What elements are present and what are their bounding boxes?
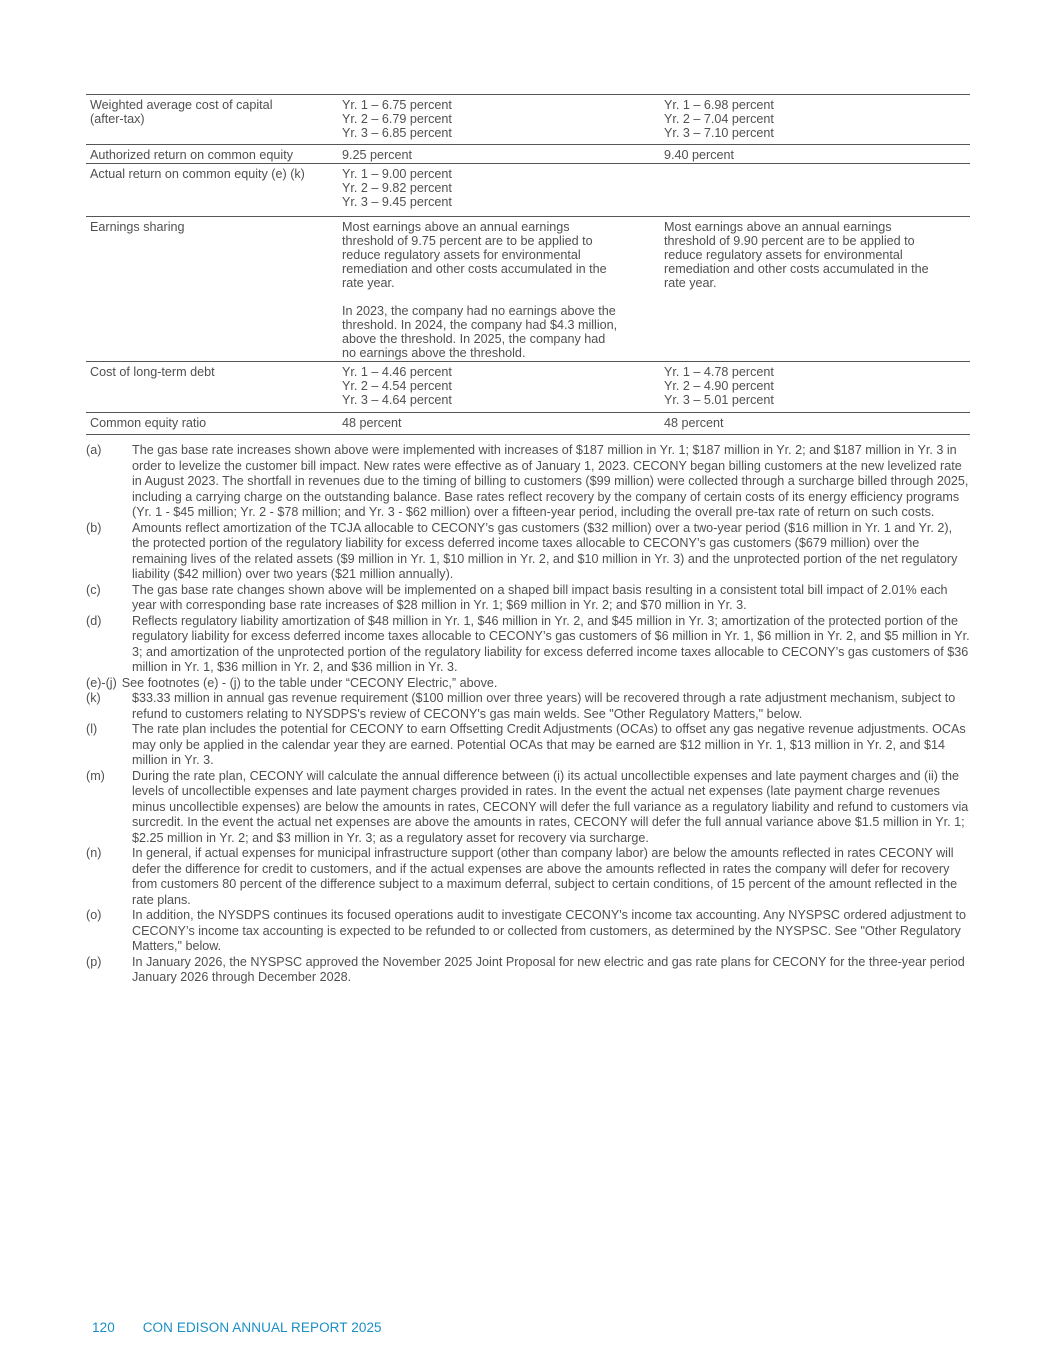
footnote-e-j: [86, 676, 972, 692]
footnote-a: [86, 443, 972, 521]
footnote-text: The rate plan includes the potential for CECONY to earn Offsetting Credit Adjustments (OCAs) to offset any gas negative revenue adjustments. OCAs may only be applied in the calendar year they are earned. Potential OCAs that may be earned are $12 million in Yr. 1, $13 million in Yr. 2, and $14 million in Yr. 3.: [132, 722, 966, 767]
footnote-label: (a): [86, 443, 102, 457]
footnotes: [86, 443, 972, 986]
footnote-label: (p): [86, 954, 102, 969]
row-value-col3: Most earnings above an annual earnings threshold of 9.90 percent are to be applied to reduce regulatory assets for environmental remediation and other costs accumulated in the rate year.: [664, 220, 929, 290]
row-value-col3: Yr. 1 – 6.98 percent Yr. 2 – 7.04 percent Yr. 3 – 7.10 percent: [664, 98, 774, 140]
report-title: CON EDISON ANNUAL REPORT 2025: [142, 1320, 382, 1335]
row-value-col2: 48 percent: [342, 416, 402, 430]
footnote-label: (l): [86, 722, 98, 736]
footnote-label: (n): [86, 846, 102, 860]
row-label: Actual return on common equity (e) (k): [90, 167, 305, 181]
page-footer: [92, 1320, 382, 1335]
footnote-text: The gas base rate changes shown above will be implemented on a shaped bill impact basis resulting in a consistent total bill impact of 2.01% each year with corresponding base rate increases of $28 million in Yr. 1; $69 million in Yr. 2; and $70 million in Yr. 3.: [132, 582, 948, 612]
table-row: [86, 362, 970, 413]
row-value-col3: 9.40 percent: [664, 148, 735, 162]
page-number: 120: [92, 1320, 115, 1335]
footnote-o: [86, 908, 972, 955]
table-row: [86, 145, 970, 164]
footnote-text: During the rate plan, CECONY will calculate the annual difference between (i) its actual uncollectible expenses and late payment charges and (ii) the levels of uncollectible expenses and late payment charges provided in rates. In the event the actual net expenses (late payment charge revenues minus uncollectible expenses) are below the amounts in rates, CECONY will defer the full variance as a regulatory liability and refund to customers via surcredit. In the event the actual net expenses are above the amounts in rates, CECONY will defer the full annual variance above $1.5 million in Yr. 1; $2.25 million in Yr. 2; and $3 million in Yr. 3; as a regulatory asset for recovery via surcharge.: [132, 768, 969, 845]
footnote-label: (b): [86, 520, 102, 535]
footnote-k: [86, 691, 972, 722]
table-row: [86, 413, 970, 435]
footnote-n: [86, 846, 972, 908]
rate-plan-table: [86, 94, 970, 435]
footnote-label: (k): [86, 691, 101, 705]
footnote-l: [86, 722, 972, 769]
footnote-text: In January 2026, the NYSPSC approved the November 2025 Joint Proposal for new electric and gas rate plans for CECONY for the three-year period January 2026 through December 2028.: [132, 954, 965, 984]
footnote-label: (c): [86, 582, 101, 597]
footnote-text: $33.33 million in annual gas revenue requirement ($100 million over three years) will be recovered through a rate adjustment mechanism, subject to refund to customers relating to NYSDPS's review of CECONY's gas main welds. See "Other Regulatory Matters," below.: [132, 691, 956, 721]
footnote-d: [86, 614, 972, 676]
footnote-text: Amounts reflect amortization of the TCJA allocable to CECONY’s gas customers ($32 million) over a two-year period ($16 million in Yr. 1 and Yr. 2), the protected portion of the regulatory liability for excess deferred income taxes allocable to CECONY’s gas customers ($679 million) over the remaining lives of the related assets ($9 million in Yr. 1, $10 million in Yr. 2, and $10 million in Yr. 3) and the unprotected portion of the net regulatory liability ($42 million) over two years ($21 million annually).: [132, 520, 958, 581]
footnote-text: The gas base rate increases shown above were implemented with increases of $187 million in Yr. 1; $187 million in Yr. 2; and $187 million in Yr. 3 in order to levelize the customer bill impact. New rates were effective as of January 1, 2023. CECONY began billing customers at the new levelized rate in August 2023. The shortfall in revenues due to the timing of billing to customers ($99 million) were collected through a surcharge billed through 2025, including a carrying charge on the outstanding balance. Base rates reflect recovery by the company of certain costs of its energy efficiency programs (Yr. 1 - $45 million; Yr. 2 - $78 million; and Yr. 3 - $62 million) over a fifteen-year period, including the overall pre-tax rate of return on such costs.: [132, 443, 969, 519]
footnote-label: (e)-(j): [86, 675, 117, 690]
row-label: Authorized return on common equity: [90, 148, 294, 162]
row-value-col2: 9.25 percent: [342, 148, 413, 162]
table-row: [86, 217, 970, 362]
footnote-label: (d): [86, 613, 102, 628]
footnote-text: See footnotes (e) - (j) to the table under “CECONY Electric,” above.: [121, 675, 498, 690]
footnote-b: [86, 521, 972, 583]
table-row: [86, 164, 970, 217]
table-row: [86, 95, 970, 145]
footnote-m: [86, 769, 972, 847]
row-value-col2: Yr. 1 – 6.75 percent Yr. 2 – 6.79 percent Yr. 3 – 6.85 percent: [342, 98, 452, 140]
row-value-col3: 48 percent: [664, 416, 724, 430]
row-value-col2: Yr. 1 – 4.46 percent Yr. 2 – 4.54 percent Yr. 3 – 4.64 percent: [342, 365, 452, 407]
footnote-p: [86, 955, 972, 986]
footnote-c: [86, 583, 972, 614]
footnote-label: (m): [86, 768, 105, 783]
footnote-text: In addition, the NYSDPS continues its focused operations audit to investigate CECONY's income tax accounting. Any NYSPSC ordered adjustment to CECONY’s income tax accounting is expected to be refunded to or collected from customers, as determined by the NYSPSC. See "Other Regulatory Matters," below.: [132, 908, 967, 953]
footnote-text: Reflects regulatory liability amortization of $48 million in Yr. 1, $46 million in Yr. 2, and $45 million in Yr. 3; amortization of the protected portion of the regulatory liability for excess deferred income taxes allocable to CECONY’s gas customers of $6 million in Yr. 1, $6 million in Yr. 2, and $5 million in Yr. 3; and amortization of the unprotected portion of the regulatory liability for excess deferred income taxes allocable to CECONY’s gas customers of $36 million in Yr. 1, $36 million in Yr. 2, and $36 million in Yr. 3.: [132, 613, 970, 674]
row-label: Weighted average cost of capital (after-tax): [90, 98, 273, 126]
row-label: Common equity ratio: [90, 416, 207, 430]
row-label: Cost of long-term debt: [90, 365, 215, 379]
row-value-col3: Yr. 1 – 4.78 percent Yr. 2 – 4.90 percent Yr. 3 – 5.01 percent: [664, 365, 774, 407]
row-value-col2: Yr. 1 – 9.00 percent Yr. 2 – 9.82 percent Yr. 3 – 9.45 percent: [342, 167, 452, 209]
footnote-text: In general, if actual expenses for municipal infrastructure support (other than company labor) are below the amounts reflected in rates CECONY will defer the difference for credit to customers, and if the actual expenses are above the amounts reflected in rates the company will defer for recovery from customers 80 percent of the difference subject to a maximum deferral, subject to certain conditions, of 15 percent of the amount reflected in the rate plans.: [132, 846, 958, 907]
row-label: Earnings sharing: [90, 220, 185, 234]
footnote-label: (o): [86, 908, 102, 922]
row-value-col2: Most earnings above an annual earnings threshold of 9.75 percent are to be applied to reduce regulatory assets for environmental remediation and other costs accumulated in the rate year. In 2023, the company had no earnings above the threshold. In 2024, the company had $4.3 million, above the threshold. In 2025, the company had no earnings above the threshold.: [342, 220, 618, 360]
row-value-col3: [656, 164, 970, 217]
